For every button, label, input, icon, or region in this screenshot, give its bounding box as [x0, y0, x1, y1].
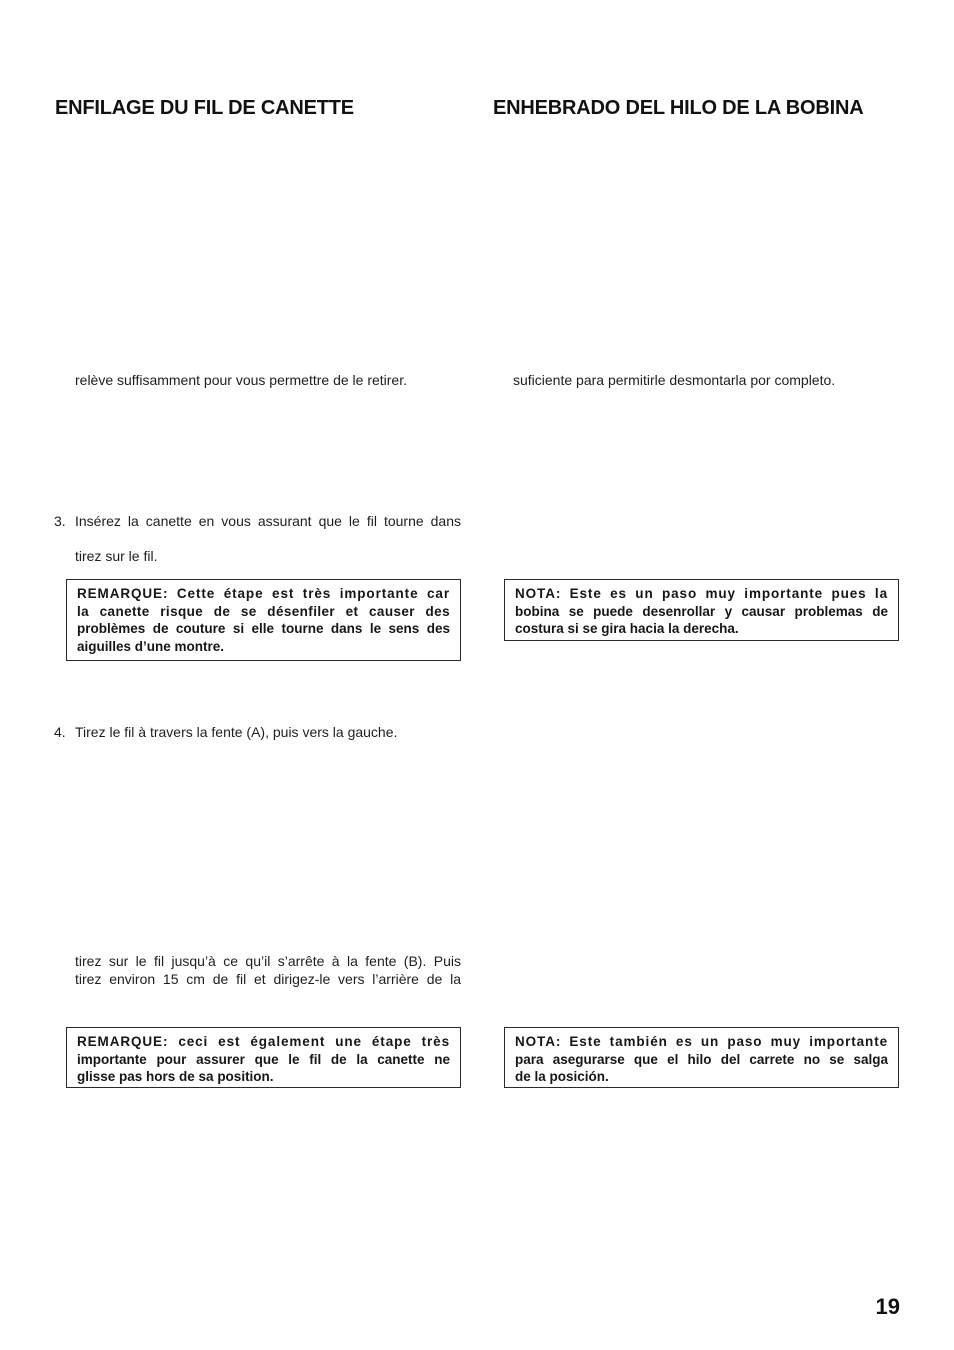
note-text: costura si se gira hacia la derecha. [515, 621, 739, 636]
note-text: REMARQUE: Cette étape est très importante car [77, 586, 450, 601]
note-text: glisse pas hors de sa position. [77, 1069, 274, 1084]
step3-line2: tirez sur le fil. [75, 548, 158, 564]
note-text: problèmes de couture si elle tourne dans le sens des [77, 621, 450, 636]
heading-spanish: ENHEBRADO DEL HILO DE LA BOBINA [493, 97, 864, 119]
step3-number: 3. [54, 513, 66, 529]
french-note-2 [66, 1027, 461, 1088]
step3-line1: Insérez la canette en vous assurant que le fil tourne dans [75, 513, 461, 529]
note-text: REMARQUE: ceci est également une étape très [77, 1034, 450, 1049]
step4-line1: Tirez le fil à travers la fente (A), puis vers la gauche. [75, 724, 398, 740]
note-text: aiguilles d’une montre. [77, 638, 225, 654]
note-text: importante pour assurer que le fil de la canette ne [77, 1051, 450, 1067]
note-text: la canette risque de se désenfiler et causer des [77, 603, 450, 619]
spanish-note-2 [504, 1027, 899, 1088]
note-text: para asegurarse que el hilo del carrete no se salga [515, 1051, 888, 1067]
french-note-1 [66, 579, 461, 661]
heading-french: ENFILAGE DU FIL DE CANETTE [55, 97, 354, 119]
step4-line3: tirez environ 15 cm de fil et dirigez-le vers l’arrière de la [75, 971, 461, 987]
note-text: de la posición. [515, 1069, 609, 1084]
spanish-remove-line: suficiente para permitirle desmontarla por completo. [513, 372, 836, 388]
note-text: bobina se puede desenrollar y causar problemas de [515, 603, 888, 619]
step4-line2: tirez sur le fil jusqu’à ce qu’il s’arrête à la fente (B). Puis [75, 953, 461, 969]
page-number: 19 [875, 1294, 900, 1319]
spanish-note-1 [504, 579, 899, 641]
french-remove-line: relève suffisamment pour vous permettre de le retirer. [75, 372, 408, 388]
note-text: NOTA: Este también es un paso muy importante [515, 1034, 888, 1049]
step4-number: 4. [54, 724, 66, 740]
note-text: NOTA: Este es un paso muy importante pues la [515, 586, 888, 601]
